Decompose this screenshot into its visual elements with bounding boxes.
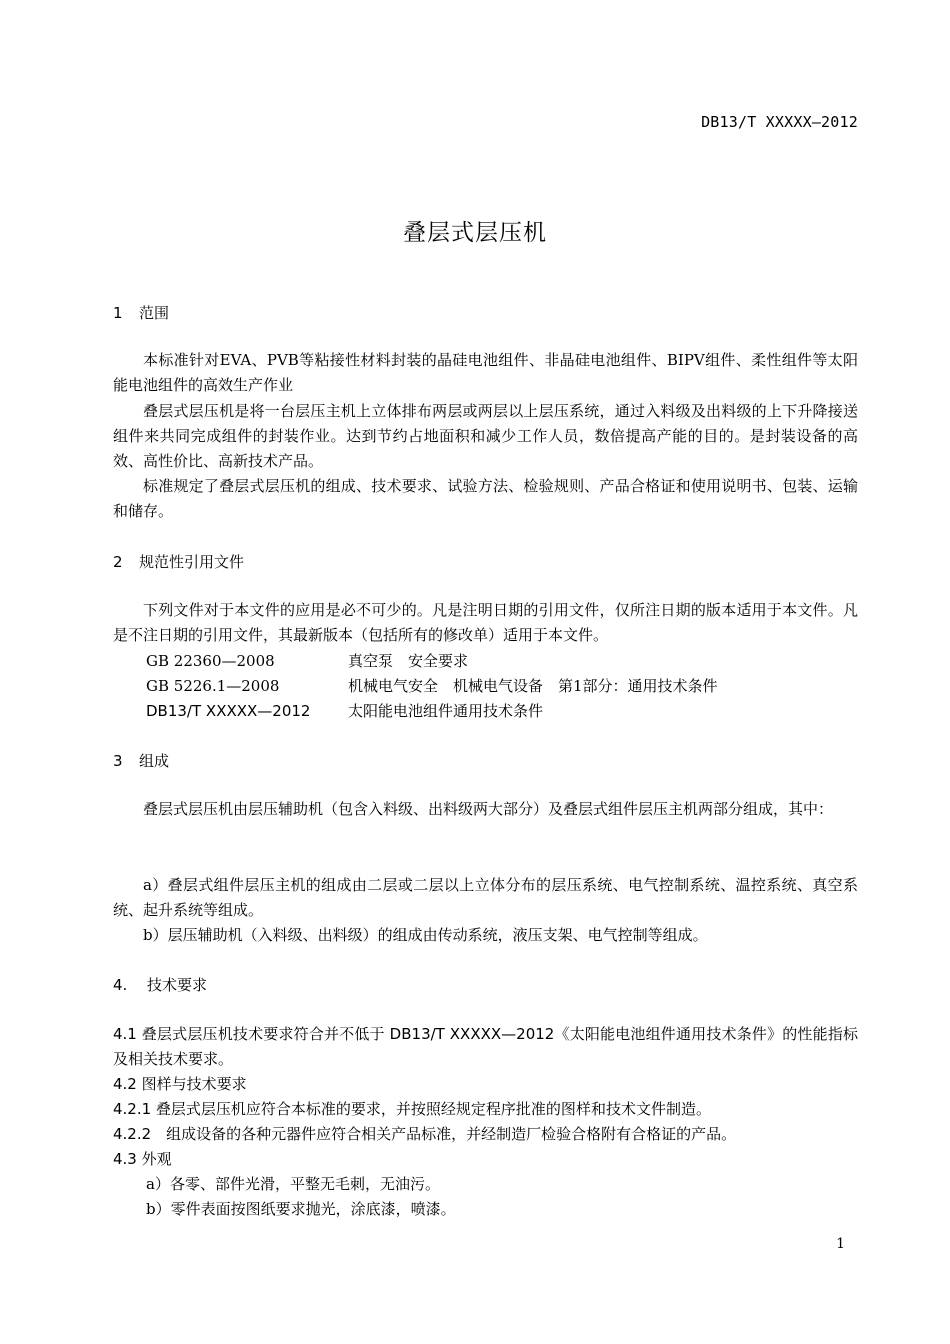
section-title: 技术要求	[147, 976, 208, 994]
reference-item	[146, 675, 718, 696]
clause-4-3-b: b）零件表面按图纸要求抛光，涂底漆，喷漆。	[146, 1200, 456, 1218]
composition-intro: 叠层式层压机由层压辅助机（包含入料级、出料级两大部分）及叠层式组件层压主机两部分组成，其中：	[143, 800, 834, 818]
clause-4-3-a: a）各零、部件光滑，平整无毛刺，无油污。	[146, 1175, 440, 1193]
clause-4-1: 4.1 叠层式层压机技术要求符合并不低于 DB13/T XXXXX—2012《太阳能电池组件通用技术条件》的性能指标及相关技术要求。	[113, 1025, 858, 1068]
clause-4-2: 4.2 图样与技术要求	[113, 1075, 247, 1093]
reference-name: 太阳能电池组件通用技术条件	[348, 702, 544, 720]
reference-name: 机械电气安全 机械电气设备 第1部分：通用技术条件	[348, 677, 718, 695]
reference-item	[146, 650, 468, 671]
composition-item-b: b）层压辅助机（入料级、出料级）的组成由传动系统，液压支架、电气控制等组成。	[143, 926, 708, 944]
reference-code: DB13/T XXXXX—2012	[146, 702, 311, 720]
reference-item	[146, 700, 543, 721]
scope-paragraph-3: 标准规定了叠层式层压机的组成、技术要求、试验方法、检验规则、产品合格证和使用说明书、包装、运输和储存。	[113, 477, 858, 520]
section-number: 4.	[113, 976, 128, 994]
page-number: 1	[836, 1236, 845, 1252]
section-number: 3	[113, 752, 123, 770]
section-title: 组成	[139, 752, 170, 770]
section-number: 1	[113, 304, 123, 322]
composition-item-a: a）叠层式组件层压主机的组成由二层或二层以上立体分布的层压系统、电气控制系统、温控系统、真空系统、起升系统等组成。	[113, 876, 858, 919]
reference-code: GB 5226.1—2008	[146, 677, 280, 695]
references-intro: 下列文件对于本文件的应用是必不可少的。凡是注明日期的引用文件，仅所注日期的版本适用于本文件。凡是不注日期的引用文件，其最新版本（包括所有的修改单）适用于本文件。	[113, 601, 858, 644]
section-2-heading	[113, 551, 244, 572]
clause-4-2-1: 4.2.1 叠层式层压机应符合本标准的要求，并按照经规定程序批准的图样和技术文件制造。	[113, 1100, 711, 1118]
scope-paragraph-1: 本标准针对EVA、PVB等粘接性材料封装的晶硅电池组件、非晶硅电池组件、BIPV组件、柔性组件等太阳能电池组件的高效生产作业	[113, 351, 858, 394]
section-number: 2	[113, 553, 123, 571]
document-title: 叠层式层压机	[403, 220, 547, 246]
reference-code: GB 22360—2008	[146, 652, 275, 670]
clause-4-3: 4.3 外观	[113, 1150, 172, 1168]
section-title: 规范性引用文件	[139, 553, 245, 571]
document-code: DB13/T XXXXX—2012	[701, 113, 858, 131]
reference-name: 真空泵 安全要求	[348, 652, 469, 670]
section-4-heading	[113, 974, 207, 995]
section-1-heading	[113, 302, 169, 323]
section-title: 范围	[139, 304, 170, 322]
clause-4-2-2: 4.2.2 组成设备的各种元器件应符合相关产品标准，并经制造厂检验合格附有合格证的产品。	[113, 1125, 737, 1143]
scope-paragraph-2: 叠层式层压机是将一台层压主机上立体排布两层或两层以上层压系统，通过入料级及出料级的上下升降接送组件来共同完成组件的封装作业。达到节约占地面积和减少工作人员，数倍提高产能的目的。是封装设备的高效、高性价比、高新技术产品。	[113, 402, 858, 470]
section-3-heading	[113, 750, 169, 771]
